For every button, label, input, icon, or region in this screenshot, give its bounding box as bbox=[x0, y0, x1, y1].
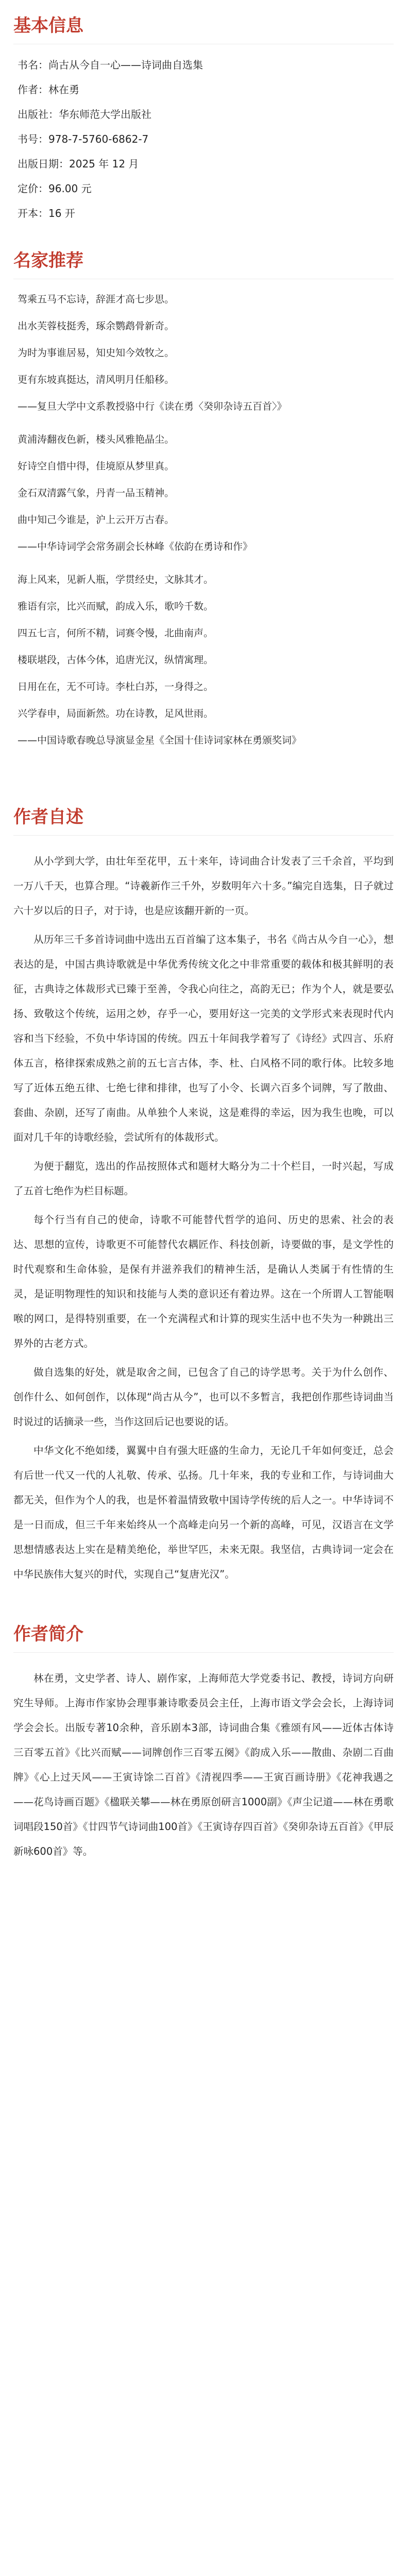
section-title-basic-info: 基本信息 bbox=[13, 15, 83, 36]
preface-paragraph: 每个行当有自己的使命，诗歌不可能替代哲学的追问、历史的思索、社会的表达、思想的宣传，诗歌更不可能替代农耦匠作、科技创新，诗要做的事，是文学性的时代观察和生命体验，是保有并滋养我们的精神生活，是确认人类属于有性情的生灵，是证明物理性的知识和技能与人类的意识还有着边界。这在一个所谓人工智能咽喉的网口，是得特别重要，在一个充满程式和计算的现实生活中也不失为一种跳出三界外的古老方式。 bbox=[13, 1214, 394, 1349]
poem-attribution: ——中华诗词学会常务副会长林峰《依韵在勇诗和作》 bbox=[18, 541, 253, 552]
poem-line: 海上风来，见新人瓶，学贯经史，文脉其才。 bbox=[18, 574, 214, 585]
poem-line: 好诗空自惜中得，佳境原从梦里真。 bbox=[18, 461, 175, 472]
poem-line: 曲中知己今谁是，沪上云开万古春。 bbox=[18, 514, 175, 526]
poem-line: 为时为事谁居易，知史知今效牧之。 bbox=[18, 347, 175, 359]
preface-paragraph: 从小学到大学，由壮年至花甲，五十来年，诗词曲合计发表了三千余首，平均到一万八千天，也算合理。“诗羲新作三千外，岁数明年六十多。”编完自选集，日子就过六十岁以后的日子，对于诗，也是应该翻开新的一页。 bbox=[13, 855, 394, 917]
section-title-recommendations: 名家推荐 bbox=[13, 250, 83, 271]
basic-info-section bbox=[13, 11, 394, 221]
poem-line: 楼联堪段，古体今体，追唐光汉，纵情寓理。 bbox=[18, 654, 214, 666]
section-title-author-bio: 作者简介 bbox=[13, 1624, 83, 1645]
poem-line: 金石双清露气象，丹青一品玉精神。 bbox=[18, 487, 175, 499]
recommendations-section bbox=[13, 246, 394, 747]
section-divider bbox=[13, 1652, 394, 1653]
author-bio-section bbox=[13, 1620, 394, 1864]
format-line: 开本：16 开 bbox=[18, 207, 75, 219]
preface-paragraph: 为便于翻览，选出的作品按照体式和题材大略分为二十个栏目，一时兴起，写成了五首七绝作为栏目标题。 bbox=[13, 1160, 394, 1197]
poem-line: 驾乘五马不忘诗，辞涯才高七步思。 bbox=[18, 294, 175, 305]
book-title-line: 书名：尚古从今自一心——诗词曲自选集 bbox=[18, 59, 203, 71]
price-line: 定价：96.00 元 bbox=[18, 182, 92, 195]
author-preface-section bbox=[13, 803, 394, 1587]
poem-line: 兴学春申，局面新然。功在诗教，足风世雨。 bbox=[18, 708, 214, 719]
author-line: 作者：林在勇 bbox=[18, 83, 79, 96]
section-divider bbox=[13, 835, 394, 836]
isbn-line: 书号：978-7-5760-6862-7 bbox=[18, 133, 149, 145]
recommendation-poem-2 bbox=[13, 433, 394, 553]
preface-paragraph: 从历年三千多首诗词曲中选出五百首编了这本集子，书名《尚古从今自一心》，想表达的是，中国古典诗歌就是中华优秀传统文化之中非常重要的载体和极其鲜明的表征，古典诗之体裁形式已臻于至善，令我心向往之，高韵无已；作为个人，就是要弘扬、致敬这个传统，运用之妙，存乎一心，要用好这一完美的文学形式来表现时代内容和当下经验，不负中华诗国的传统。四五十年间我学着写了《诗经》式四言、乐府体五言，格律探索成熟之前的五七言古体，李、杜、白风格不同的歌行体。比较多地写了近体五绝五律、七绝七律和排律，也写了小令、长调六百多个词牌，写了散曲、套曲、杂剧，还写了南曲。从单独个人来说，这是难得的幸运，因为我生也晚，可以面对几千年的诗歌经验，尝试所有的体裁形式。 bbox=[13, 934, 394, 1143]
recommendation-poem-3 bbox=[13, 573, 394, 747]
recommendation-poem-1 bbox=[13, 293, 394, 413]
poem-line: 更有东坡真挺达，清风明月任船移。 bbox=[18, 374, 175, 385]
publish-date-line: 出版日期：2025 年 12 月 bbox=[18, 158, 139, 170]
poem-line: 出水芙蓉枝挺秀，琢余鹦鹉骨新奇。 bbox=[18, 320, 175, 332]
poem-attribution: ——复旦大学中文系教授骆中行《读在勇〈癸卯杂诗五百首〉》 bbox=[18, 401, 287, 412]
publisher-line: 出版社：华东师范大学出版社 bbox=[18, 108, 151, 121]
poem-line: 雅语有宗，比兴而赋，韵成入乐，歌吟千数。 bbox=[18, 601, 214, 612]
preface-paragraph: 做自选集的好处，就是取舍之间，已包含了自己的诗学思考。关于为什么创作、创作什么、如何创作，以体现“尚古从今”，也可以不多暂言，我把创作那些诗词曲当时说过的话摘录一些，当作这回后记也要说的话。 bbox=[13, 1366, 394, 1428]
section-title-preface: 作者自述 bbox=[13, 807, 83, 827]
poem-attribution: ——中国诗歌春晚总导演显金星《全国十佳诗词家林在勇颁奖词》 bbox=[18, 735, 302, 746]
poem-line: 日用在在，无不可诗。李杜白苏，一身得之。 bbox=[18, 681, 214, 692]
preface-paragraph: 中华文化不绝如缕，翼翼中自有强大旺盛的生命力，无论几千年如何变迁，总会有后世一代又一代的人礼敬、传承、弘扬。几十年来，我的专业和工作，与诗词曲大都无关，但作为个人的我，也是怀着温情致敬中国诗学传统的后人之一。中华诗词不是一日而成，但三千年来始终从一个高峰走向另一个新的高峰，可见，汉语言在文学思想情感表达上实在是精美绝伦，举世罕匹，未来无限。我坚信，古典诗词一定会在中华民族伟大复兴的时代，实现自己“复唐光汉”。 bbox=[13, 1445, 394, 1580]
poem-line: 黄浦涛翻夜色新，楼头风雅艳晶尘。 bbox=[18, 434, 175, 445]
poem-line: 四五七言，何所不精，词赛令慢，北曲南声。 bbox=[18, 628, 214, 639]
author-bio-paragraph: 林在勇，文史学者、诗人、剧作家，上海师范大学党委书记、教授，诗词方向研究生导师。上海市作家协会理事兼诗歌委员会主任，上海市语文学会会长，上海诗词学会会长。出版专著10余种，音乐剧本3部，诗词曲合集《雅颂有风——近体古体诗三百零五首》《比兴而赋——词牌创作三百零五阕》《韵成入乐——散曲、杂剧二百曲牌》《心上过天风——王寅诗馀二百首》《清视四季——王寅百画诗册》《花神我遇之——花鸟诗画百题》《楹联关攀——林在勇原创研言1000副》《声尘记道——林在勇歌词唱段150首》《廿四节气诗词曲100首》《王寅诗存四百首》《癸卯杂诗五百首》《甲辰新咏600首》等。 bbox=[13, 1672, 394, 1857]
